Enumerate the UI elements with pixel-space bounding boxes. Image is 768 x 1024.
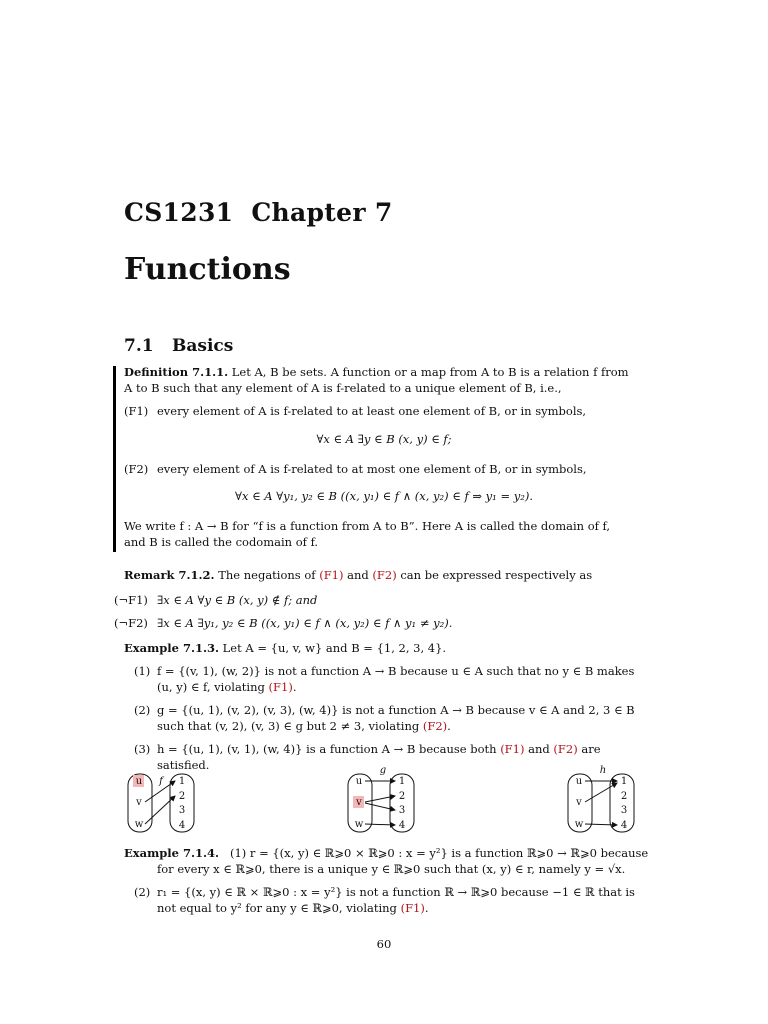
diagram-g (338, 764, 428, 834)
domain-v: v (136, 797, 142, 808)
neg2-tag: (¬F2) (114, 616, 148, 630)
f2-formula: ∀x ∈ A ∀y₁, y₂ ∈ B ((x, y₁) ∈ f ∧ (x, y₂) ∈ f ⇒ y₁ = y₂). (235, 489, 533, 503)
codomain-2: 2 (398, 791, 406, 802)
example-4-line (124, 845, 664, 861)
ex3-item2-tag: (2) (134, 703, 151, 717)
codomain-3: 3 (398, 805, 406, 816)
example-3-line (124, 640, 644, 656)
ex3-item3-ref2[interactable]: (F2) (553, 742, 578, 756)
ex4-item1-line2: for every x ∈ ℝ⩾0, there is a unique y ∈ ℝ⩾0 such that (x, y) ∈ r, namely y = √x. (157, 862, 626, 876)
example-3-intro: Let A = {u, v, w} and B = {1, 2, 3, 4}. (222, 641, 447, 655)
ex4-item2-text: not equal to y² for any y ∈ ℝ⩾0, violating (157, 901, 397, 915)
codomain-2: 2 (620, 791, 628, 802)
codomain-1: 1 (620, 776, 628, 787)
domain-u: u (575, 776, 583, 787)
codomain-4: 4 (398, 820, 406, 831)
domain-u: u (355, 776, 363, 787)
ex3-item1-line1: f = {(v, 1), (w, 2)} is not a function A → B because u ∈ A such that no y ∈ B makes (157, 664, 635, 678)
codomain-4: 4 (620, 820, 628, 831)
f1-text: every element of A is f-related to at least one element of B, or in symbols, (157, 404, 587, 418)
ex3-item1-end: . (292, 680, 297, 694)
ex4-item2-ref[interactable]: (F1) (400, 901, 425, 915)
ex3-item2-line2 (157, 718, 647, 734)
f2-text: every element of A is f-related to at most one element of B, or in symbols, (157, 462, 587, 476)
ex3-item2-text: such that (v, 2), (v, 3) ∈ g but 2 ≠ 3, violating (157, 719, 420, 733)
ex4-item2-tag: (2) (134, 885, 151, 899)
codomain-2: 2 (178, 791, 186, 802)
remark-text-a: The negations of (218, 568, 316, 582)
remark-text-c: can be expressed respectively as (400, 568, 593, 582)
domain-w: w (354, 819, 364, 830)
section-number: 7.1 (124, 336, 154, 356)
ex3-item3-text-b: and (528, 742, 550, 756)
codomain-3: 3 (620, 805, 628, 816)
ex4-item2-line1: r₁ = {(x, y) ∈ ℝ × ℝ⩾0 : x = y²} is not a function ℝ → ℝ⩾0 because −1 ∈ ℝ that is (157, 885, 635, 899)
ex4-item2-line2 (157, 900, 657, 916)
label-g: g (379, 765, 387, 776)
ref-f1[interactable]: (F1) (319, 568, 344, 582)
remark-label: Remark 7.1.2. (124, 568, 215, 582)
page-number: 60 (376, 937, 392, 951)
ex3-item2-ref[interactable]: (F2) (422, 719, 448, 733)
domain-v: v (576, 797, 582, 808)
label-h: h (599, 765, 607, 776)
ref-f2[interactable]: (F2) (372, 568, 397, 582)
neg1-tag: (¬F1) (114, 593, 148, 607)
neg1-formula: ∃x ∈ A ∀y ∈ B (x, y) ∉ f; and (157, 593, 318, 607)
ex3-item1-line2 (157, 679, 647, 695)
section-title: Basics (172, 336, 234, 356)
example-4-label: Example 7.1.4. (124, 846, 219, 860)
ex4-item1-tag: (1) (229, 846, 247, 860)
definition-label: Definition 7.1.1. (124, 365, 229, 379)
f1-tag: (F1) (124, 404, 149, 418)
neg2-formula: ∃x ∈ A ∃y₁, y₂ ∈ B ((x, y₁) ∈ f ∧ (x, y₂) ∈ f ∧ y₁ ≠ y₂). (157, 616, 453, 630)
definition-line-2: A to B such that any element of A is f-related to a unique element of B, i.e., (124, 381, 562, 395)
diagram-h (558, 764, 648, 834)
ex3-item1-ref[interactable]: (F1) (268, 680, 293, 694)
ex3-item3-tag: (3) (134, 742, 151, 756)
f2-tag: (F2) (124, 462, 149, 476)
definition-write-line-1: We write f : A → B for “f is a function from A to B”. Here A is called the domain of f, (124, 519, 611, 533)
definition-line-1 (124, 364, 644, 380)
label-f: f (159, 776, 163, 787)
ex3-item1-text: (u, y) ∈ f, violating (157, 680, 265, 694)
codomain-1: 1 (178, 776, 186, 787)
example-3-label: Example 7.1.3. (124, 641, 219, 655)
ex3-item3-ref1[interactable]: (F1) (500, 742, 525, 756)
ex3-item2-line1: g = {(u, 1), (v, 2), (v, 3), (w, 4)} is not a function A → B because v ∈ A and 2, 3 ∈ B (157, 703, 635, 717)
codomain-3: 3 (178, 805, 186, 816)
codomain-1: 1 (398, 776, 406, 787)
ex4-item1-line1: r = {(x, y) ∈ ℝ⩾0 × ℝ⩾0 : x = y²} is a function ℝ⩾0 → ℝ⩾0 because (249, 846, 649, 860)
ex3-item2-end: . (447, 719, 451, 733)
f1-formula: ∀x ∈ A ∃y ∈ B (x, y) ∈ f; (316, 432, 452, 446)
domain-w: w (574, 819, 584, 830)
codomain-4: 4 (178, 820, 186, 831)
diagram-f (118, 764, 208, 834)
domain-w: w (134, 819, 144, 830)
ex3-item3-text-c: are satisfied. (157, 742, 601, 772)
page-title: Functions (124, 252, 291, 287)
remark-text-b: and (347, 568, 369, 582)
definition-write-line-2: and B is called the codomain of f. (124, 535, 319, 549)
arrow-v-1 (585, 783, 617, 802)
ex3-item3-text-a: h = {(u, 1), (v, 1), (w, 4)} is a function A → B because both (157, 742, 497, 756)
domain-u: u (135, 776, 143, 787)
remark-line (124, 567, 644, 583)
ex3-item1-tag: (1) (134, 664, 151, 678)
arrow-w-4 (585, 824, 617, 825)
chapter-heading: CS1231 Chapter 7 (124, 198, 393, 227)
domain-v: v (356, 797, 362, 808)
ex4-item2-end: . (424, 901, 429, 915)
definition-text-1: Let A, B be sets. A function or a map from A to B is a relation f from (231, 365, 629, 379)
definition-bar (113, 366, 116, 552)
